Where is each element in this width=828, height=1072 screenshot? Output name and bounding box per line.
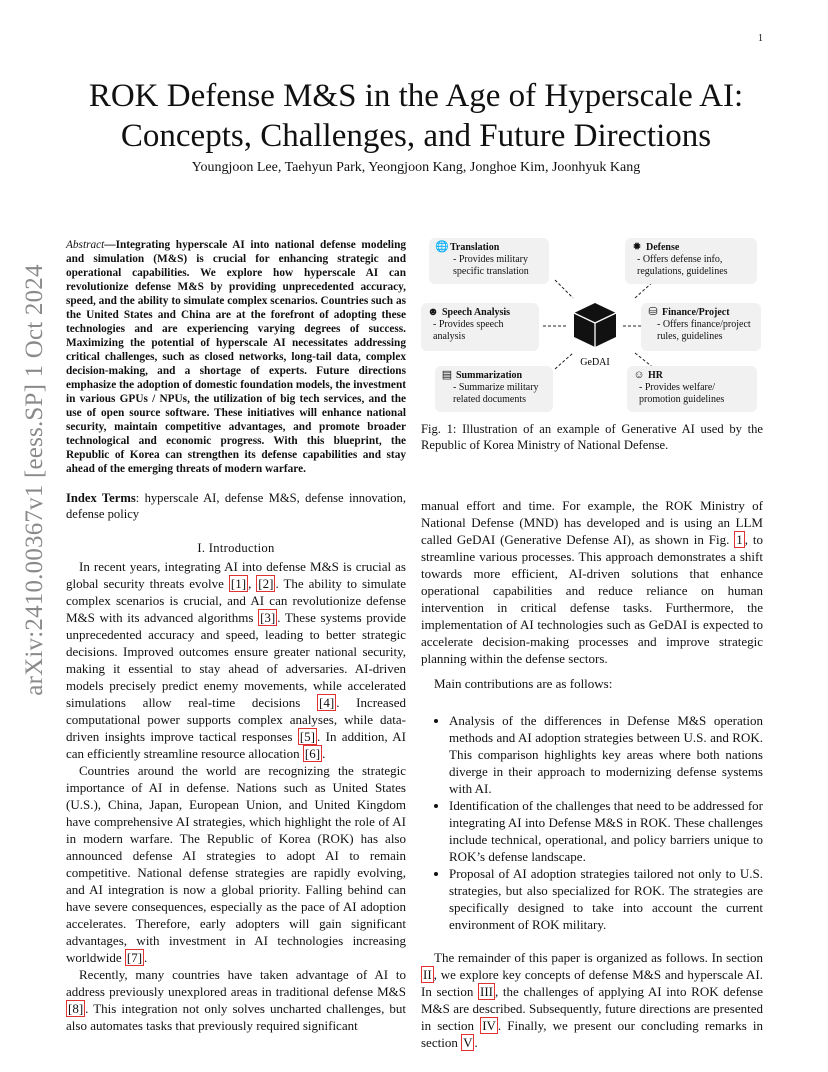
text-run: . [322, 746, 326, 761]
citation-link[interactable]: [6] [304, 746, 321, 761]
index-terms-text: : hyperscale AI, defense M&S, defense innovation, defense policy [66, 491, 406, 521]
author-list: Youngjoon Lee, Taehyun Park, Yeongjoon Kang, Jonghoe Kim, Joonhyuk Kang [191, 160, 641, 175]
text-run: . Increased computational power supports complex analyses, while data-driven insights improve tactical responses [66, 695, 406, 744]
text-run: , to streamline various processes. This approach demonstrates a shift towards more efficient, AI-driven solutions that enhance operational capabilities and reduce reliance on human intervention in critical defense tasks. Furthermore, the implementation of AI technologies such as GeDAI is expected to accelerate decision-making processes and improve strategic planning within the defense sectors. [421, 532, 763, 666]
intro-paragraph-1 [66, 558, 406, 762]
abstract [66, 238, 406, 476]
gedai-label: GeDAI [580, 357, 610, 368]
person-icon: ☺ [633, 369, 645, 381]
text-run: Countries around the world are recognizing the strategic importance of AI in defense. Nations such as United States (U.S.), China, Japan, European Union, and United Kingdom have comprehensive AI strategies, which highlight the role of AI in modern warfare. The Republic of Korea (ROK) has also announced defense AI strategies to adopt AI to remain competitive. National defense strategies are rapidly evolving, and AI integration is now a global priority. Falling behind can have severe consequences, especially as the pace of AI adoption accelerates. Therefore, early adopters will gain significant advantages, with investment in AI technologies increasing worldwide [66, 763, 406, 965]
box-desc: - Offers defense info, regulations, guidelines [637, 254, 728, 277]
section-link[interactable]: III [479, 984, 493, 999]
citation-link[interactable]: [8] [68, 1001, 84, 1016]
arxiv-id: arXiv:2410.00367v1 [eess.SP] 1 Oct 2024 [21, 264, 48, 696]
figure-gedai [421, 235, 763, 413]
citation-link[interactable]: [2] [258, 576, 274, 591]
citation-link[interactable]: [7] [126, 950, 143, 965]
right-paragraph-2 [421, 949, 763, 1051]
bug-icon: ✹ [632, 241, 642, 253]
box-desc: - Offers finance/project rules, guidelines [657, 319, 751, 342]
money-icon: ⛁ [648, 306, 658, 318]
box-defense [625, 238, 757, 284]
box-desc: - Provides speech analysis [433, 319, 504, 342]
contrib-intro: Main contributions are as follows: [434, 676, 613, 691]
document-icon: ▤ [441, 369, 453, 381]
box-title: Summarization [456, 370, 523, 381]
citation-link[interactable]: [5] [299, 729, 316, 744]
paper-title [60, 76, 772, 156]
figure-caption: Fig. 1: Illustration of an example of Generative AI used by the Republic of Korea Ministry of National Defense. [421, 422, 763, 452]
box-title: HR [648, 370, 663, 381]
section-link[interactable]: V [463, 1035, 473, 1050]
text-run: , we explore key concepts of defense M&S and hyperscale AI. In section [421, 967, 763, 999]
box-title: Defense [646, 242, 680, 253]
citation-link[interactable]: [4] [319, 695, 335, 710]
right-paragraph-1 [421, 497, 763, 667]
intro-paragraph-2 [66, 762, 406, 966]
title-line-2: Concepts, Challenges, and Future Directions [120, 118, 712, 154]
list-item: • Identification of the challenges that need to be addressed for integrating AI into Defense M&S in ROK. These challenges include technical, operational, and policy barriers unique to ROK’s defense landscape. [449, 797, 763, 865]
text-run: manual effort and time. For example, the ROK Ministry of National Defense (MND) has developed and is using an LLM called GeDAI (Generative Defense AI), as shown in Fig. [421, 498, 763, 547]
text-run: Recently, many countries have taken advantage of AI to address previously unexplored areas in traditional defense M&S [66, 967, 406, 999]
section-heading: I. Introduction [197, 541, 275, 555]
text-run: , the challenges of applying AI into ROK defense M&S are described. Subsequently, future directions are presented in section [421, 984, 763, 1033]
text-run: . These systems provide unprecedented accuracy and speed, leading to better strategic decisions. Improved outcomes ensure greater national security, making it essential to stay ahead of adversaries. AI-driven models precisely predict enemy movements, while accelerated simulations allow real-time decisions [66, 610, 407, 710]
cube-icon [574, 303, 616, 347]
box-hr [627, 366, 757, 412]
figure-link[interactable]: 1 [736, 532, 743, 547]
intro-paragraph-3 [66, 966, 406, 1034]
contribution-list [421, 712, 763, 933]
list-item: • Analysis of the differences in Defense M&S operation methods and AI adoption strategies between U.S. and ROK. This comparison highlights key areas where both nations diverge in their approach to modernizing defense systems with AI. [449, 712, 763, 797]
box-translation [429, 238, 549, 284]
text-run: The remainder of this paper is organized as follows. In section [434, 950, 763, 965]
citation-link[interactable]: [3] [260, 610, 276, 625]
speech-icon: ☻ [427, 306, 439, 318]
intro-left-column [66, 558, 406, 1034]
box-title: Speech Analysis [442, 307, 511, 318]
intro-right-column [421, 497, 763, 1051]
box-summarization [435, 366, 553, 412]
box-desc: - Provides military specific translation [453, 254, 529, 277]
box-title: Finance/Project [662, 307, 730, 318]
text-run: . The ability to simulate complex scenarios is crucial, and AI can revolutionize defense M&S with its advanced algorithms [66, 576, 407, 625]
box-desc: - Provides welfare/ promotion guidelines [639, 382, 725, 405]
box-finance-project [641, 303, 761, 351]
text-run: . This integration not only solves uncharted challenges, but also automates tasks that previously required significant [66, 1001, 406, 1033]
arxiv-watermark [10, 264, 60, 696]
text-run: . Finally, we present our concluding remarks in section [421, 1018, 764, 1050]
index-terms-label: Index Terms [66, 491, 136, 505]
index-terms [66, 490, 406, 522]
text-run: . In addition, AI can efficiently streamline resource allocation [66, 729, 407, 761]
section-link[interactable]: IV [482, 1018, 496, 1033]
box-desc: - Summarize military related documents [453, 382, 539, 405]
text-run: . [474, 1035, 478, 1050]
globe-icon: 🌐 [435, 241, 449, 253]
text-run: In recent years, integrating AI into defense M&S is crucial as global security threats evolve [66, 559, 406, 591]
list-item: • Proposal of AI adoption strategies tailored not only to U.S. strategies, but also specialized for ROK. The strategies are specifically designed to take into account the current environment of ROK military. [449, 865, 763, 933]
text-run: . [144, 950, 148, 965]
title-line-1: ROK Defense M&S in the Age of Hyperscale AI: [88, 78, 744, 114]
section-link[interactable]: II [423, 967, 432, 982]
text-run: , [248, 576, 257, 591]
citation-link[interactable]: [1] [230, 576, 247, 591]
box-title: Translation [450, 242, 500, 253]
box-speech-analysis [421, 303, 539, 351]
abstract-text: —Integrating hyperscale AI into national defense modeling and simulation (M&S) is crucial for enhancing strategic and operational capabilities. We explore how hyperscale AI can revolutionize defense M&S by providing unprecedented accuracy, speed, and the ability to simulate complex scenarios. Countries such as the United States and China are at the forefront of adopting these technologies and are experiencing varying degrees of success. Maximizing the potential of hyperscale AI necessitates addressing critical challenges, such as closed networks, long-tail data, complex decision-making, and a shortage of experts. Future directions emphasize the adoption of domestic foundation models, the investment in various GPUs / NPUs, the utilization of big tech services, and the use of open source software. These initiatives will enhance national security, maintain competitive advantages, and promote broader technological and economic progress. With this blueprint, the Republic of Korea can strengthen its defense capabilities and stay ahead of the emerging threats of modern warfare. [66, 239, 406, 475]
page-number: 1 [758, 33, 763, 44]
abstract-label: Abstract [66, 239, 105, 251]
